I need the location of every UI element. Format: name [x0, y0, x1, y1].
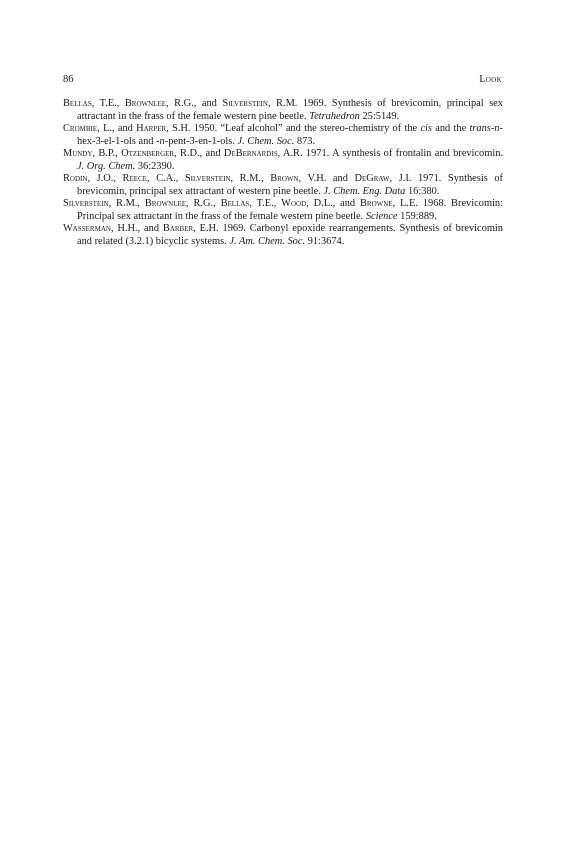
reference-tail: 16:380. [405, 185, 440, 197]
journal-name: J. Am. Chem. Soc. [229, 235, 306, 247]
author-name: Harper [136, 123, 167, 134]
running-head: Look [479, 74, 502, 85]
author-name: Wasserman [63, 223, 111, 234]
page-header [63, 74, 502, 88]
reference-text: 1969. Carbonyl epoxide rearrangements. Synthesis of brevicomin and related (3.2.1) bicyclic systems. [77, 223, 503, 247]
author-suffix: , R.M., [108, 198, 145, 209]
reference-entry [63, 198, 503, 223]
author-suffix: , B.P., [92, 148, 122, 159]
journal-name: J. Chem. Soc. [237, 135, 295, 147]
author-name: Bellas [220, 198, 250, 209]
reference-tail: 25:5149. [359, 110, 400, 122]
author-name: Silverstein [63, 198, 109, 209]
author-suffix: , T.E., [249, 198, 282, 209]
author-name: Reece [122, 173, 147, 184]
reference-tail: 873. [294, 135, 316, 147]
journal-name: J. Org. Chem. [77, 160, 136, 172]
author-name: Mundy [63, 148, 93, 159]
author-suffix: , J.I. [389, 173, 418, 184]
author-name: Silverstein [222, 98, 268, 109]
reference-text: 1968. Brevicomin: Principal sex attractant in the frass of the female western pine beetle. [77, 198, 503, 222]
author-name: DeGraw [354, 173, 390, 184]
author-suffix: , C.A., [146, 173, 185, 184]
author-name: Rodin [63, 173, 88, 184]
author-name: Bellas [63, 98, 92, 109]
author-suffix: , A.R. [277, 148, 306, 159]
author-suffix: , J.O., [87, 173, 123, 184]
reference-text: -pent-3-en-1-ols. [164, 135, 238, 147]
author-suffix: , H.H., and [110, 223, 163, 234]
reference-text: 1971. A synthesis of frontalin and brevicomin. [305, 148, 503, 159]
author-name: Barber [162, 223, 194, 234]
reference-list [63, 98, 503, 248]
author-suffix: , R.D., and [174, 148, 224, 159]
author-suffix: , S.H. [166, 123, 194, 134]
reference-entry [63, 123, 503, 148]
author-suffix: , R.G., and [166, 98, 223, 109]
reference-entry [63, 223, 503, 248]
author-name: DeBernardis [223, 148, 278, 159]
italic-term: n [159, 135, 165, 147]
reference-text: 1950. “Leaf alcohol” and the stereo-chemistry of the [193, 123, 421, 134]
reference-tail: 91:3674. [305, 235, 345, 247]
author-suffix: , T.E., [91, 98, 125, 109]
author-name: Crombie [63, 123, 98, 134]
reference-tail: 159:889. [397, 210, 437, 222]
page-number: 86 [63, 74, 74, 85]
reference-text: -hex-3-el-1-ols and - [77, 123, 503, 147]
author-suffix: , V.H. and [298, 173, 355, 184]
journal-name: Science [365, 210, 398, 222]
journal-name: J. Chem. Eng. Data [323, 185, 406, 197]
italic-term: cis [420, 123, 432, 134]
italic-term: trans-n [469, 123, 500, 134]
author-name: Silverstein [184, 173, 231, 184]
reference-entry [63, 173, 503, 198]
author-suffix: , L., and [97, 123, 137, 134]
author-name: Brown [270, 173, 299, 184]
author-name: Brownlee [144, 198, 187, 209]
author-suffix: , D.L., and [306, 198, 360, 209]
author-name: Wood [281, 198, 307, 209]
author-name: Brownlee [124, 98, 167, 109]
reference-text: 1969. Synthesis of brevicomin, principal sex attractant in the frass of the female western pine beetle. [77, 98, 503, 122]
reference-entry [63, 148, 503, 173]
author-suffix: , E.H. [193, 223, 223, 234]
author-suffix: , L.E. [392, 198, 423, 209]
journal-name: Tetrahedron [309, 110, 360, 122]
author-suffix: , R.M. [267, 98, 303, 109]
author-suffix: , R.M., [230, 173, 271, 184]
reference-text: 1971. Synthesis of brevicomin, principal sex attractant of western pine beetle. [77, 173, 503, 197]
reference-text: and the [431, 123, 470, 134]
reference-entry [63, 98, 503, 123]
author-suffix: , R.G., [186, 198, 221, 209]
author-name: Otzenberger [121, 148, 175, 159]
reference-tail: 36:2390. [135, 160, 175, 172]
author-name: Browne [360, 198, 393, 209]
